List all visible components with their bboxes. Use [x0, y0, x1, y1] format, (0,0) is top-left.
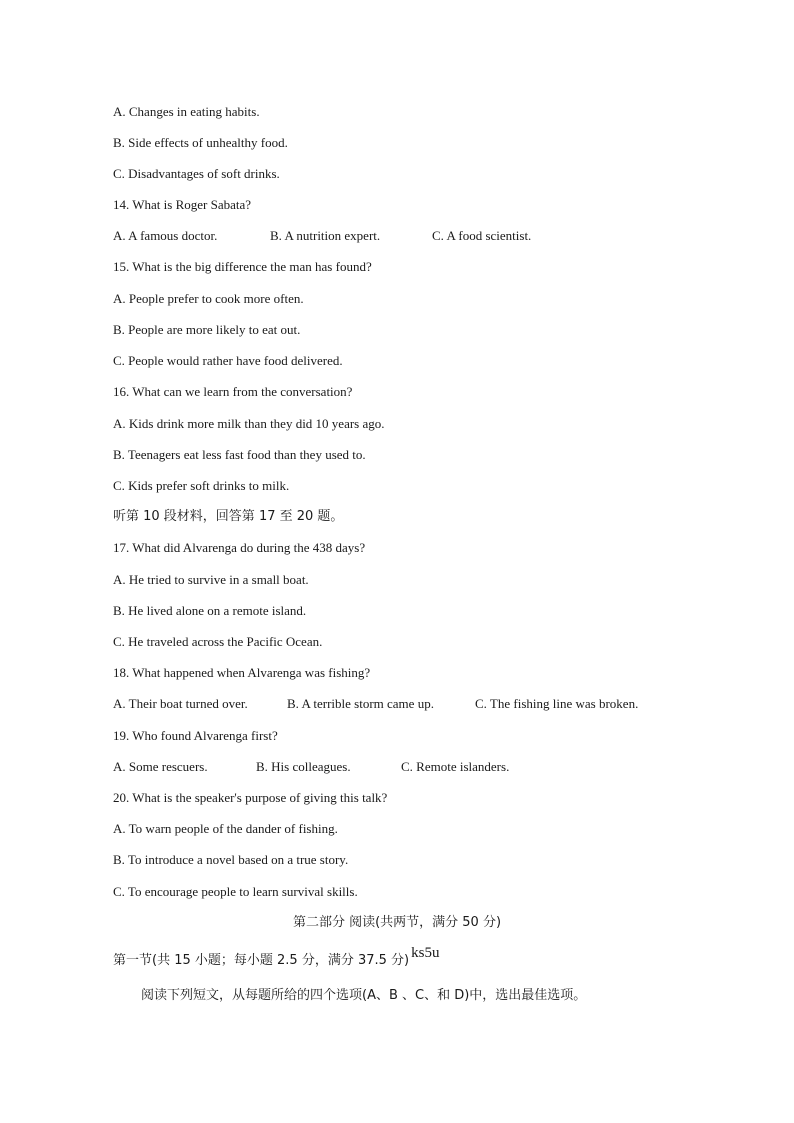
q16-option-a: A. Kids drink more milk than they did 10 years ago. — [113, 416, 385, 431]
q14-option-a: A. A famous doctor. — [113, 228, 218, 243]
q20-option-b: B. To introduce a novel based on a true story. — [113, 852, 349, 867]
q20-option-c: C. To encourage people to learn survival skills. — [113, 884, 358, 899]
q19-option-a: A. Some rescuers. — [113, 759, 208, 774]
q19-options — [113, 759, 673, 775]
q17-option-a: A. He tried to survive in a small boat. — [113, 572, 309, 587]
q19-question: 19. Who found Alvarenga first? — [113, 728, 278, 743]
q16-option-b: B. Teenagers eat less fast food than they used to. — [113, 447, 366, 462]
section1-heading-line — [113, 945, 440, 969]
q14-option-b: B. A nutrition expert. — [270, 228, 381, 243]
section1-heading: 第一节(共 15 小题；每小题 2.5 分，满分 37.5 分) — [113, 953, 410, 968]
q18-options — [113, 696, 673, 712]
q15-option-b: B. People are more likely to eat out. — [113, 322, 301, 337]
q15-option-a: A. People prefer to cook more often. — [113, 291, 304, 306]
q18-option-a: A. Their boat turned over. — [113, 696, 248, 711]
q17-option-c: C. He traveled across the Pacific Ocean. — [113, 634, 323, 649]
section10-instruction: 听第 10 段材料，回答第 17 至 20 题。 — [113, 509, 344, 524]
q16-option-c: C. Kids prefer soft drinks to milk. — [113, 478, 290, 493]
q20-question: 20. What is the speaker's purpose of giving this talk? — [113, 790, 388, 805]
q18-option-b: B. A terrible storm came up. — [287, 696, 434, 711]
q14-options — [113, 228, 673, 244]
q13-option-b: B. Side effects of unhealthy food. — [113, 135, 288, 150]
q15-option-c: C. People would rather have food delivered. — [113, 353, 343, 368]
reading-instruction: 阅读下列短文，从每题所给的四个选项(A、B 、C、和 D)中，选出最佳选项。 — [141, 988, 587, 1003]
q13-option-a: A. Changes in eating habits. — [113, 104, 260, 119]
q17-question: 17. What did Alvarenga do during the 438 days? — [113, 540, 366, 555]
q14-question: 14. What is Roger Sabata? — [113, 197, 252, 212]
q19-option-b: B. His colleagues. — [256, 759, 351, 774]
q15-question: 15. What is the big difference the man has found? — [113, 259, 372, 274]
watermark-ks5u: ks5u — [411, 945, 440, 961]
q19-option-c: C. Remote islanders. — [401, 759, 510, 774]
q20-option-a: A. To warn people of the dander of fishing. — [113, 821, 338, 836]
q17-option-b: B. He lived alone on a remote island. — [113, 603, 307, 618]
q13-option-c: C. Disadvantages of soft drinks. — [113, 166, 280, 181]
q16-question: 16. What can we learn from the conversation? — [113, 384, 353, 399]
q18-option-c: C. The fishing line was broken. — [475, 696, 639, 711]
part2-heading: 第二部分 阅读(共两节，满分 50 分) — [292, 915, 502, 930]
q18-question: 18. What happened when Alvarenga was fishing? — [113, 665, 371, 680]
q14-option-c: C. A food scientist. — [432, 228, 532, 243]
